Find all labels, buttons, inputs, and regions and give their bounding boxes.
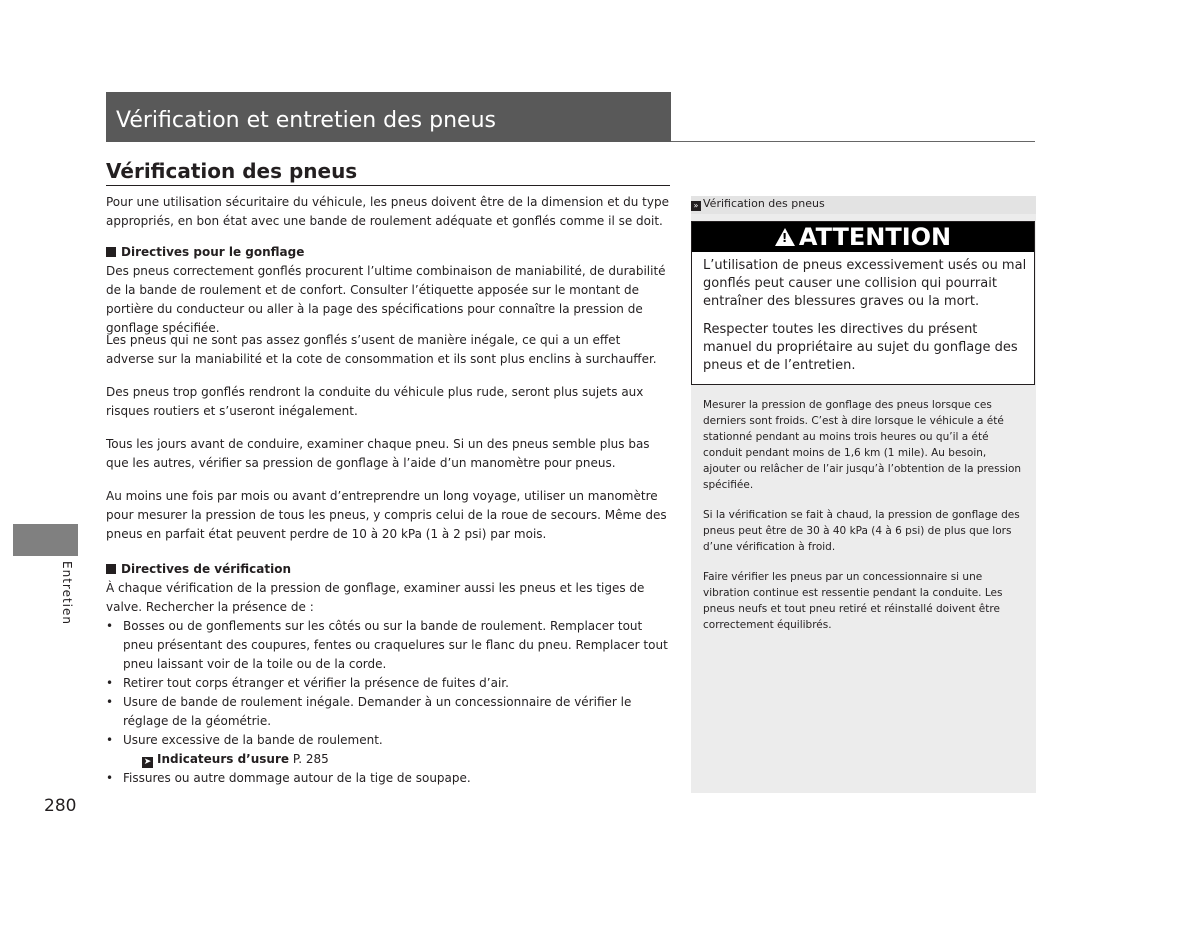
inflation-paragraph-2: Les pneus qui ne sont pas assez gonflés s’usent de manière inégale, ce qui a un effet adverse sur la maniabilité et la cote de consommation et ils sont plus enclins à surchauffer. [106, 333, 657, 366]
double-chevron-icon: » [691, 201, 701, 211]
warning-text-2: Respecter toutes les directives du présent manuel du propriétaire au sujet du gonflage des pneus et de l’entretien. [703, 322, 1018, 373]
square-bullet-icon [106, 564, 116, 574]
inflation-paragraph-5: Au moins une fois par mois ou avant d’entreprendre un long voyage, utiliser un manomètre pour mesurer la pression de tous les pneus, y compris celui de la roue de secours. Même des pneus en parfait état peuvent perdre de 10 à 20 kPa (1 à 2 psi) par mois. [106, 489, 667, 541]
chapter-tab-label: Entretien [60, 561, 74, 625]
arrow-right-icon: ➤ [143, 757, 152, 767]
side-panel-title [691, 197, 825, 211]
list-item: • Usure excessive de la bande de roulement. [106, 731, 672, 750]
page-number: 280 [44, 796, 77, 816]
inspection-list-continued [106, 769, 672, 788]
inflation-section [106, 243, 672, 338]
warning-title [692, 222, 1034, 252]
warning-text-1: L’utilisation de pneus excessivement usés ou mal gonflés peut causer une collision qui pourrait entraîner des blessures graves ou la mort. [703, 258, 1027, 309]
inspection-section [106, 560, 672, 788]
intro-paragraph: Pour une utilisation sécuritaire du véhicule, les pneus doivent être de la dimension et du type appropriés, en bon état avec une bande de roulement adéquate et gonflés comme il se doit. [106, 195, 669, 228]
side-note-3: Faire vérifier les pneus par un concessionnaire si une vibration continue est ressentie pendant la conduite. Les pneus neufs et tout pneu retiré et réinstallé doivent être correctement équilibrés. [703, 571, 1003, 631]
page-title: Vérification et entretien des pneus [116, 108, 496, 133]
list-item: • Fissures ou autre dommage autour de la tige de soupape. [106, 769, 672, 788]
side-note-1: Mesurer la pression de gonflage des pneus lorsque ces derniers sont froids. C’est à dire lorsque le véhicule a été stationné pendant au moins trois heures ou qu’il a été conduit pendant moins de 1,6 km (1 mile). Au besoin, ajouter ou relâcher de l’air jusqu’à l’obtention de la pression spécifiée. [703, 399, 1022, 491]
inflation-heading [106, 243, 672, 262]
inflation-paragraph-4: Tous les jours avant de conduire, examiner chaque pneu. Si un des pneus semble plus bas que les autres, vérifier sa pression de gonflage à l’aide d’un manomètre pour pneus. [106, 437, 650, 470]
wear-indicator-reference[interactable] [106, 750, 672, 769]
square-bullet-icon [106, 247, 116, 257]
section-rule [106, 185, 670, 186]
list-item: • Usure de bande de roulement inégale. Demander à un concessionnaire de vérifier le réglage de la géométrie. [106, 693, 672, 731]
inspection-heading-text: Directives de vérification [121, 562, 292, 576]
inspection-heading [106, 560, 672, 579]
side-panel-title-text: Vérification des pneus [703, 197, 825, 210]
section-heading: Vérification des pneus [106, 159, 358, 183]
reference-label: Indicateurs d’usure [157, 752, 290, 766]
warning-title-text: ATTENTION [798, 223, 952, 251]
reference-page: P. 285 [289, 752, 329, 766]
inspection-list [106, 617, 672, 750]
inflation-paragraph-3: Des pneus trop gonflés rendront la conduite du véhicule plus rude, seront plus sujets aux risques routiers et s’useront inégalement. [106, 385, 644, 418]
title-rule [671, 141, 1035, 142]
inflation-paragraph-1: Des pneus correctement gonflés procurent l’ultime combinaison de maniabilité, de durabilité de la bande de roulement et de confort. Consulter l’étiquette apposée sur le montant de portière du conducteur ou aller à la page des spécifications pour connaître la pression de gonflage spécifiée. [106, 264, 666, 335]
warning-triangle-icon: ! [775, 228, 795, 246]
inspection-intro: À chaque vérification de la pression de gonflage, examiner aussi les pneus et les tiges de valve. Rechercher la présence de : [106, 581, 645, 614]
inflation-heading-text: Directives pour le gonflage [121, 245, 305, 259]
side-note-2: Si la vérification se fait à chaud, la pression de gonflage des pneus peut être de 30 à 40 kPa (4 à 6 psi) de plus que lors d’une vérification à froid. [703, 509, 1020, 553]
chapter-tab [13, 524, 78, 556]
list-item: • Retirer tout corps étranger et vérifier la présence de fuites d’air. [106, 674, 672, 693]
list-item: • Bosses ou de gonflements sur les côtés ou sur la bande de roulement. Remplacer tout pneu présentant des coupures, fentes ou craquelures sur le flanc du pneu. Remplacer tout pneu laissant voir de la toile ou de la corde. [106, 617, 672, 674]
